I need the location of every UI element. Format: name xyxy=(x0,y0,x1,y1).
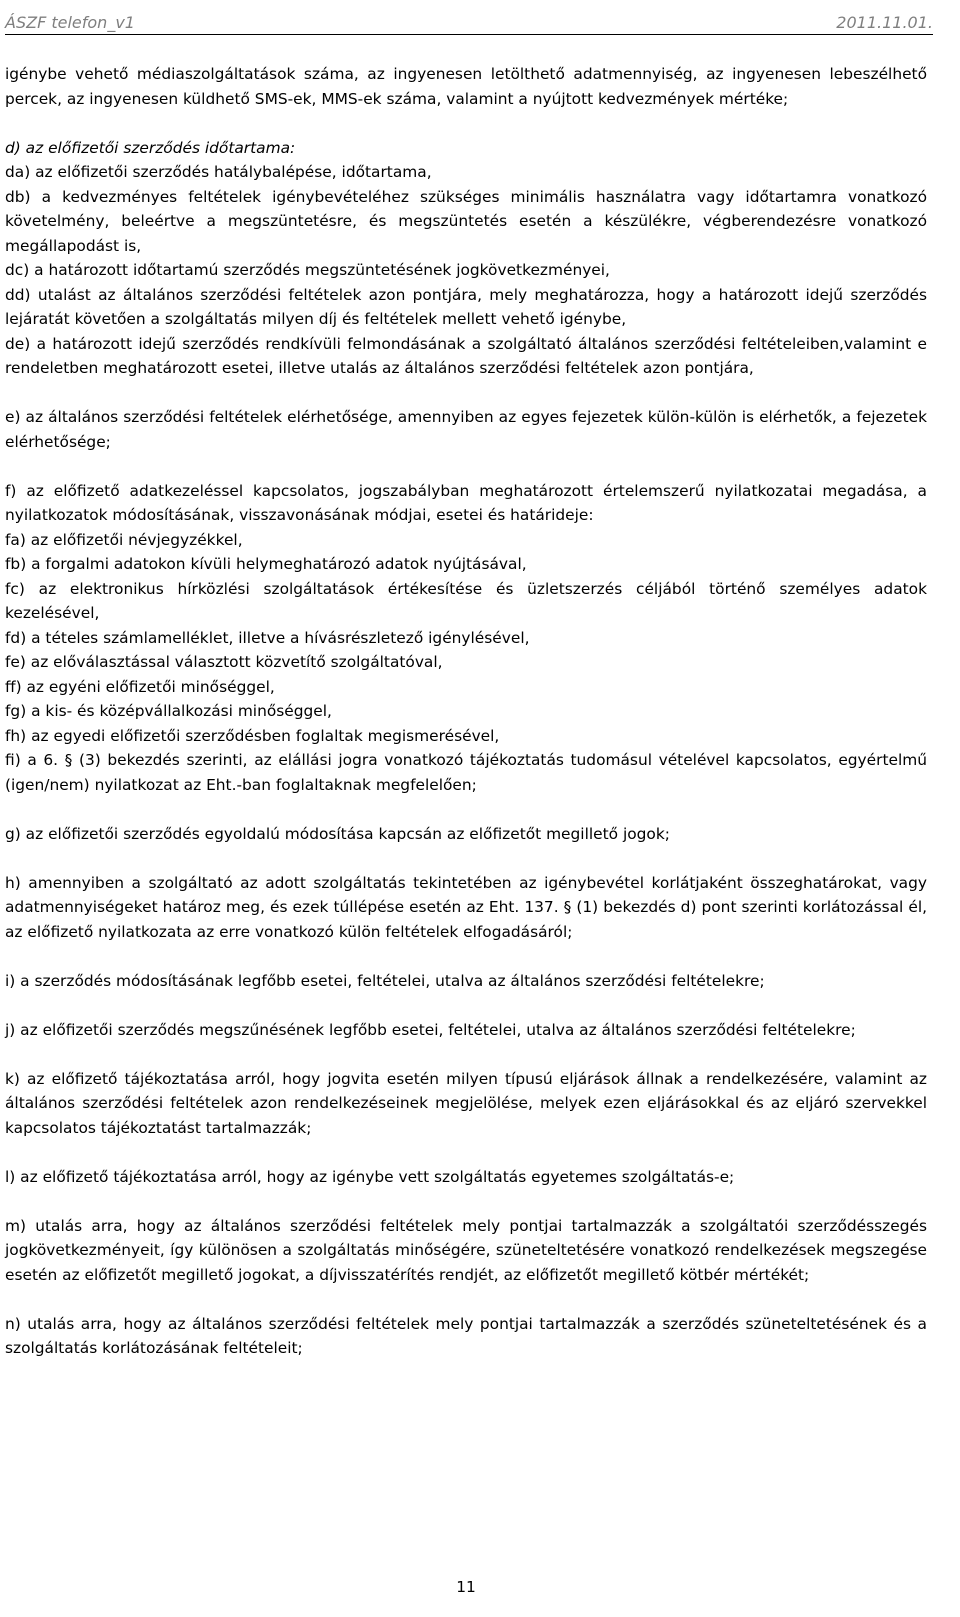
paragraph: g) az előfizetői szerződés egyoldalú módosítása kapcsán az előfizetőt megillető jogok; xyxy=(5,824,670,843)
paragraph: h) amennyiben a szolgáltató az adott szolgáltatás tekintetében az igénybevétel korlátjaként összeghatárokat, vagy adatmennyiségeket határoz meg, és ezek túllépése esetén az Eht. 137. § (1) bekezdés d) pont szerinti korlátozással él, az előfizető nyilatkozata az erre vonatkozó külön feltételek elfogadásáról; xyxy=(5,873,927,941)
document-title: ÁSZF telefon_v1 xyxy=(5,13,135,32)
page-number: 11 xyxy=(456,1578,476,1596)
page-footer xyxy=(0,1578,932,1596)
paragraph: n) utalás arra, hogy az általános szerződési feltételek mely pontjai tartalmazzák a szerződés szüneteltetésének és a szolgáltatás korlátozásának feltételeit; xyxy=(5,1314,927,1357)
paragraph: de) a határozott idejű szerződés rendkívüli felmondásának a szolgáltató általános szerződési feltételeiben,valamint e rendeletben meghatározott esetei, illetve utalás az általános szerződési feltételek azon pontjára, xyxy=(5,334,927,377)
paragraph: dc) a határozott időtartamú szerződés megszüntetésének jogkövetkezményei, xyxy=(5,261,610,279)
paragraph: db) a kedvezményes feltételek igénybevételéhez szükséges minimális használatra vagy időtartamra vonatkozó követelmény, beleértve a megszüntetésre, és megszüntetés esetén a készülékre, végberendezésre vonatkozó megállapodást is, xyxy=(5,187,927,255)
paragraph: fb) a forgalmi adatokon kívüli helymeghatározó adatok nyújtásával, xyxy=(5,555,527,573)
paragraph: f) az előfizető adatkezeléssel kapcsolatos, jogszabályban meghatározott értelemszerű nyilatkozatai megadása, a nyilatkozatok módosításának, visszavonásának módjai, esetei és határideje: xyxy=(5,481,927,524)
paragraph: fg) a kis- és középvállalkozási minőséggel, xyxy=(5,702,332,720)
paragraph: fe) az előválasztással választott közvetítő szolgáltatóval, xyxy=(5,653,443,671)
document-date: 2011.11.01. xyxy=(836,13,933,32)
paragraph: e) az általános szerződési feltételek elérhetősége, amennyiben az egyes fejezetek külön-külön is elérhetők, a fejezetek elérhetősége; xyxy=(5,408,927,451)
paragraph: fd) a tételes számlamelléklet, illetve a hívásrészletező igénylésével, xyxy=(5,628,530,647)
document-body xyxy=(5,62,927,1361)
page-header xyxy=(5,6,933,35)
paragraph: igénybe vehető médiaszolgáltatások száma, az ingyenesen letölthető adatmennyiség, az ingyenesen lebeszélhető percek, az ingyenesen küldhető SMS-ek, MMS-ek száma, valamint a nyújtott kedvezmények mértéke; xyxy=(5,65,927,108)
paragraph: k) az előfizető tájékoztatása arról, hogy jogvita esetén milyen típusú eljárások állnak a rendelkezésére, valamint az általános szerződési feltételek azon rendelkezéseinek megjelölése, melyek ezen eljárásokkal és az eljáró szervekkel kapcsolatos tájékoztatást tartalmazzák; xyxy=(5,1069,927,1137)
paragraph: i) a szerződés módosításának legfőbb esetei, feltételei, utalva az általános szerződési feltételekre; xyxy=(5,971,765,990)
paragraph: j) az előfizetői szerződés megszűnésének legfőbb esetei, feltételei, utalva az általános szerződési feltételekre; xyxy=(5,1020,856,1039)
paragraph: fc) az elektronikus hírközlési szolgáltatások értékesítése és üzletszerzés céljából történő személyes adatok kezelésével, xyxy=(5,579,927,622)
paragraph: dd) utalást az általános szerződési feltételek azon pontjára, mely meghatározza, hogy a határozott idejű szerződés lejáratát követően a szolgáltatás milyen díj és feltételek mellett vehető igénybe, xyxy=(5,285,927,328)
paragraph: fa) az előfizetői névjegyzékkel, xyxy=(5,530,243,549)
paragraph: m) utalás arra, hogy az általános szerződési feltételek mely pontjai tartalmazzák a szolgáltatói szerződésszegés jogkövetkezményeit, így különösen a szolgáltatás minőségére, szüneteltetésére vonatkozó rendelkezések megszegése esetén az előfizetőt megillető jogokat, a díjvisszatérítés rendjét, az előfizetőt megillető kötbér mértékét; xyxy=(5,1216,927,1284)
paragraph: d) az előfizetői szerződés időtartama: xyxy=(5,138,296,157)
paragraph: ff) az egyéni előfizetői minőséggel, xyxy=(5,677,275,696)
paragraph: da) az előfizetői szerződés hatálybalépése, időtartama, xyxy=(5,163,432,181)
paragraph: fh) az egyedi előfizetői szerződésben foglaltak megismerésével, xyxy=(5,726,500,745)
paragraph: l) az előfizető tájékoztatása arról, hogy az igénybe vett szolgáltatás egyetemes szolgáltatás-e; xyxy=(5,1167,735,1186)
paragraph: fi) a 6. § (3) bekezdés szerinti, az elállási jogra vonatkozó tájékoztatás tudomásul vételével kapcsolatos, egyértelmű (igen/nem) nyilatkozat az Eht.-ban foglaltaknak megfelelően; xyxy=(5,751,927,794)
